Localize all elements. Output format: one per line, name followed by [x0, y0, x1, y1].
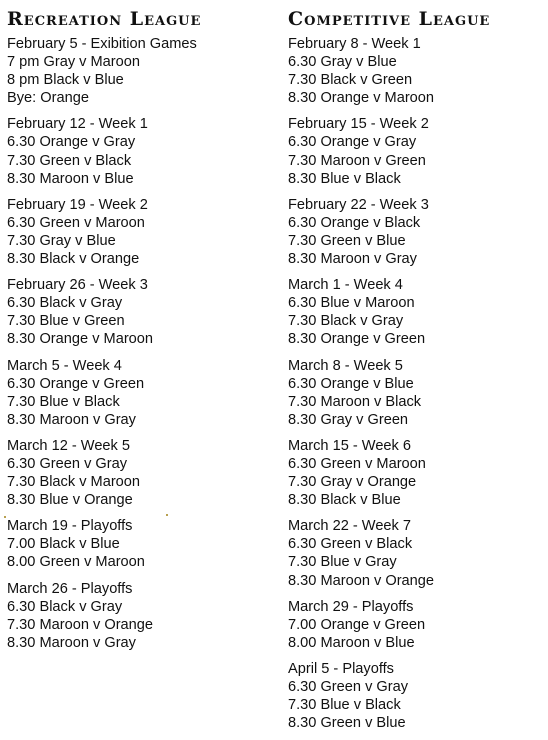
game-line: 8.30 Green v Blue: [288, 715, 406, 732]
game-line: 6.30 Blue v Maroon: [288, 295, 415, 312]
game-line: 6.30 Green v Gray: [288, 679, 409, 695]
game-line: 7.30 Blue v Green: [7, 313, 125, 330]
game-line: 8.30 Orange v Green: [288, 331, 426, 348]
game-line: 7.30 Black v Gray: [288, 313, 404, 330]
date-heading: March 29 - Playoffs: [288, 598, 414, 615]
game-line: 8.30 Maroon v Gray: [7, 634, 136, 651]
date-heading: February 8 - Week 1: [288, 36, 421, 52]
game-line: 8.30 Blue v Black: [288, 170, 401, 187]
schedule-block: [288, 517, 546, 589]
game-line: 7.00 Orange v Green: [288, 616, 426, 633]
game-line: 7.30 Maroon v Green: [288, 152, 426, 169]
game-line: 7.00 Black v Blue: [7, 536, 120, 553]
stray-dot: [4, 516, 6, 518]
date-heading: March 12 - Week 5: [7, 437, 131, 454]
date-heading: February 12 - Week 1: [7, 116, 148, 133]
game-line: 7.30 Green v Blue: [288, 232, 406, 249]
date-heading: March 15 - Week 6: [288, 437, 412, 454]
game-line: 8.30 Maroon v Gray: [288, 251, 417, 268]
schedule-block: [288, 115, 546, 187]
game-line: 8.30 Blue v Orange: [7, 492, 133, 509]
game-line: 7.30 Green v Black: [7, 152, 132, 169]
recreation-league-title: Recreation League: [7, 8, 202, 30]
game-line: 7 pm Gray v Maroon: [7, 54, 141, 71]
schedule-block: [288, 357, 546, 429]
competitive-league-column: [288, 6, 546, 740]
stray-dot: [166, 514, 168, 516]
game-line: 8.30 Orange v Maroon: [7, 331, 154, 348]
game-line: 7.30 Maroon v Orange: [7, 616, 154, 633]
game-line: 7.30 Blue v Gray: [288, 554, 397, 571]
game-line: 8 pm Black v Blue: [7, 72, 124, 89]
game-line: 6.30 Gray v Blue: [288, 54, 397, 71]
date-heading: February 15 - Week 2: [288, 116, 429, 133]
game-line: 6.30 Orange v Gray: [7, 134, 136, 151]
game-line: 7.30 Gray v Orange: [288, 474, 417, 491]
game-line: 8.30 Black v Orange: [7, 251, 140, 268]
schedule-block: [7, 196, 277, 268]
date-heading: February 5 - Exibition Games: [7, 36, 197, 52]
game-line: 7.30 Black v Green: [288, 72, 413, 89]
date-heading: March 8 - Week 5: [288, 357, 403, 374]
game-line: 8.30 Orange v Maroon: [288, 90, 435, 107]
schedule-block: [7, 437, 277, 509]
date-heading: February 19 - Week 2: [7, 196, 148, 213]
game-line: 6.30 Black v Gray: [7, 295, 123, 312]
game-line: 6.30 Green v Black: [288, 536, 413, 553]
schedule-block: [288, 598, 546, 652]
game-line: 7.30 Blue v Black: [7, 393, 120, 410]
schedule-block: [7, 357, 277, 429]
recreation-league-column: [7, 6, 277, 660]
game-line: 7.30 Black v Maroon: [7, 474, 141, 491]
schedule-block: [7, 276, 277, 348]
game-line: 6.30 Black v Gray: [7, 598, 123, 615]
date-heading: March 26 - Playoffs: [7, 580, 133, 597]
game-line: 8.30 Black v Blue: [288, 492, 401, 509]
game-line: 8.30 Maroon v Blue: [7, 170, 134, 187]
game-line: 6.30 Orange v Gray: [288, 134, 417, 151]
date-heading: March 22 - Week 7: [288, 518, 412, 535]
schedule-block: [7, 517, 277, 571]
game-line: 8.00 Green v Maroon: [7, 554, 145, 571]
schedule-block: [288, 35, 546, 107]
schedule-block: [288, 437, 546, 509]
date-heading: February 22 - Week 3: [288, 196, 429, 213]
date-heading: March 19 - Playoffs: [7, 518, 133, 535]
schedule-block: [7, 580, 277, 652]
game-line: 8.30 Maroon v Orange: [288, 572, 435, 589]
game-line: 6.30 Orange v Black: [288, 214, 421, 231]
game-line: 6.30 Green v Maroon: [7, 214, 145, 231]
game-line: 8.30 Gray v Green: [288, 411, 409, 428]
game-line: Bye: Orange: [7, 90, 89, 107]
game-line: 8.00 Maroon v Blue: [288, 634, 415, 651]
game-line: 7.30 Gray v Blue: [7, 232, 116, 249]
schedule-block: [7, 115, 277, 187]
schedule-block: [288, 196, 546, 268]
date-heading: March 1 - Week 4: [288, 277, 403, 294]
game-line: 8.30 Maroon v Gray: [7, 411, 136, 428]
game-line: 6.30 Green v Gray: [7, 455, 128, 472]
date-heading: March 5 - Week 4: [7, 357, 122, 374]
competitive-league-title: Competitive League: [288, 8, 491, 30]
schedule-block: [7, 35, 277, 107]
game-line: 6.30 Orange v Green: [7, 375, 145, 392]
schedule-block: [288, 276, 546, 348]
date-heading: February 26 - Week 3: [7, 277, 148, 294]
game-line: 6.30 Orange v Blue: [288, 375, 414, 392]
game-line: 6.30 Green v Maroon: [288, 455, 426, 472]
schedule-block: [288, 660, 546, 732]
game-line: 7.30 Blue v Black: [288, 697, 401, 714]
date-heading: April 5 - Playoffs: [288, 660, 394, 677]
game-line: 7.30 Maroon v Black: [288, 393, 422, 410]
